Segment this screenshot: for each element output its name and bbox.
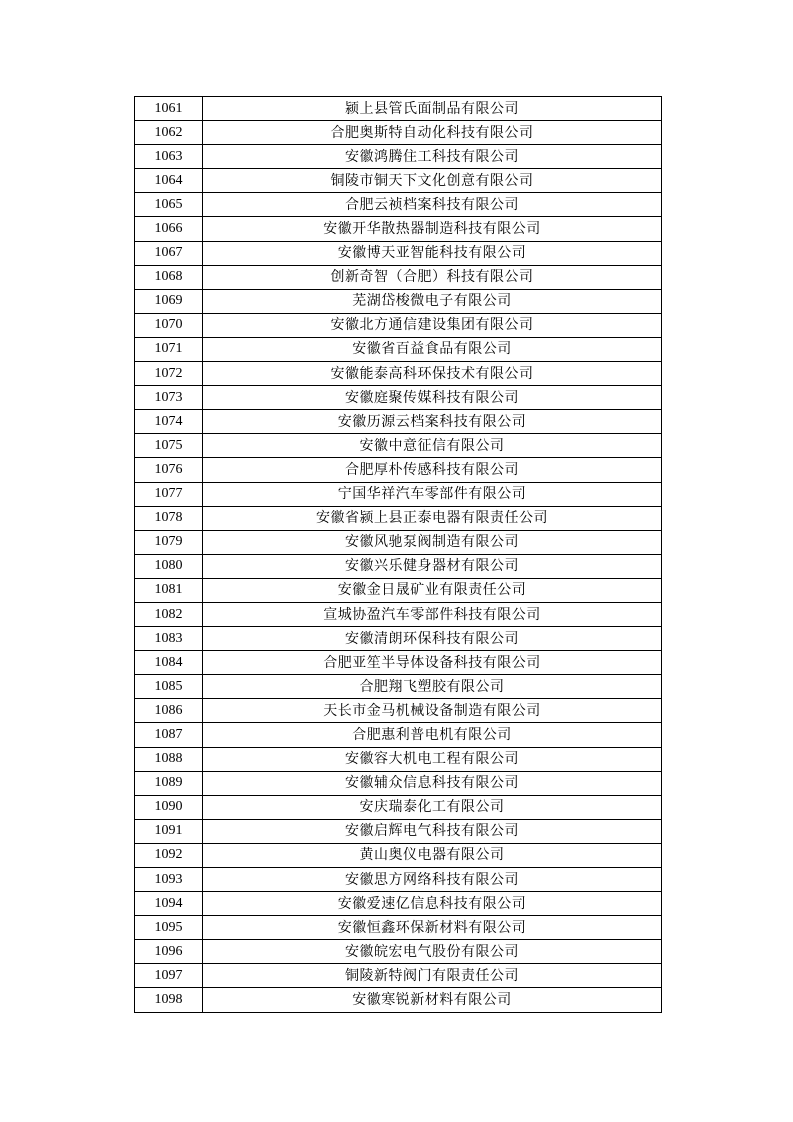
row-number: 1078 xyxy=(135,506,203,530)
row-number: 1098 xyxy=(135,988,203,1012)
company-name: 合肥厚朴传感科技有限公司 xyxy=(203,458,662,482)
table-row xyxy=(135,169,662,193)
company-name: 安徽启辉电气科技有限公司 xyxy=(203,819,662,843)
table-row xyxy=(135,458,662,482)
row-number: 1079 xyxy=(135,530,203,554)
table-row xyxy=(135,386,662,410)
table-row xyxy=(135,675,662,699)
company-name: 安徽省颍上县正泰电器有限责任公司 xyxy=(203,506,662,530)
table-row xyxy=(135,795,662,819)
row-number: 1082 xyxy=(135,602,203,626)
row-number: 1097 xyxy=(135,964,203,988)
table-row xyxy=(135,193,662,217)
table-row xyxy=(135,747,662,771)
company-name: 颍上县管氏面制品有限公司 xyxy=(203,97,662,121)
row-number: 1090 xyxy=(135,795,203,819)
table-row xyxy=(135,843,662,867)
company-list-table xyxy=(134,96,662,1013)
company-name: 安徽能泰高科环保技术有限公司 xyxy=(203,362,662,386)
row-number: 1092 xyxy=(135,843,203,867)
row-number: 1072 xyxy=(135,362,203,386)
company-name: 安徽北方通信建设集团有限公司 xyxy=(203,313,662,337)
company-name: 合肥云祯档案科技有限公司 xyxy=(203,193,662,217)
company-name: 创新奇智（合肥）科技有限公司 xyxy=(203,265,662,289)
row-number: 1081 xyxy=(135,578,203,602)
row-number: 1070 xyxy=(135,313,203,337)
row-number: 1088 xyxy=(135,747,203,771)
company-name: 安徽开华散热器制造科技有限公司 xyxy=(203,217,662,241)
company-name: 安徽皖宏电气股份有限公司 xyxy=(203,940,662,964)
row-number: 1077 xyxy=(135,482,203,506)
table-row xyxy=(135,651,662,675)
row-number: 1086 xyxy=(135,699,203,723)
company-name: 安庆瑞泰化工有限公司 xyxy=(203,795,662,819)
row-number: 1095 xyxy=(135,916,203,940)
table-row xyxy=(135,337,662,361)
table-row xyxy=(135,771,662,795)
row-number: 1084 xyxy=(135,651,203,675)
row-number: 1062 xyxy=(135,121,203,145)
company-name: 安徽容大机电工程有限公司 xyxy=(203,747,662,771)
company-name: 合肥翔飞塑胶有限公司 xyxy=(203,675,662,699)
table-row xyxy=(135,554,662,578)
company-name: 宁国华祥汽车零部件有限公司 xyxy=(203,482,662,506)
company-name: 合肥惠利普电机有限公司 xyxy=(203,723,662,747)
row-number: 1067 xyxy=(135,241,203,265)
table-row xyxy=(135,940,662,964)
company-name: 安徽庭聚传媒科技有限公司 xyxy=(203,386,662,410)
row-number: 1063 xyxy=(135,145,203,169)
row-number: 1069 xyxy=(135,289,203,313)
table-row xyxy=(135,506,662,530)
company-name: 安徽鸿腾住工科技有限公司 xyxy=(203,145,662,169)
table-row xyxy=(135,868,662,892)
row-number: 1093 xyxy=(135,868,203,892)
row-number: 1094 xyxy=(135,892,203,916)
table-row xyxy=(135,121,662,145)
company-name: 天长市金马机械设备制造有限公司 xyxy=(203,699,662,723)
company-name: 安徽兴乐健身器材有限公司 xyxy=(203,554,662,578)
table-row xyxy=(135,265,662,289)
company-name: 合肥亚笙半导体设备科技有限公司 xyxy=(203,651,662,675)
company-name: 黄山奥仪电器有限公司 xyxy=(203,843,662,867)
table-row xyxy=(135,964,662,988)
table-row xyxy=(135,217,662,241)
company-list-body xyxy=(135,97,662,1013)
row-number: 1085 xyxy=(135,675,203,699)
table-row xyxy=(135,362,662,386)
company-name: 铜陵新特阀门有限责任公司 xyxy=(203,964,662,988)
row-number: 1076 xyxy=(135,458,203,482)
row-number: 1065 xyxy=(135,193,203,217)
row-number: 1096 xyxy=(135,940,203,964)
company-name: 合肥奥斯特自动化科技有限公司 xyxy=(203,121,662,145)
row-number: 1073 xyxy=(135,386,203,410)
company-name: 安徽金日晟矿业有限责任公司 xyxy=(203,578,662,602)
row-number: 1087 xyxy=(135,723,203,747)
row-number: 1064 xyxy=(135,169,203,193)
row-number: 1089 xyxy=(135,771,203,795)
table-row xyxy=(135,988,662,1012)
company-name: 铜陵市铜天下文化创意有限公司 xyxy=(203,169,662,193)
table-row xyxy=(135,434,662,458)
table-row xyxy=(135,819,662,843)
company-name: 安徽辅众信息科技有限公司 xyxy=(203,771,662,795)
row-number: 1075 xyxy=(135,434,203,458)
table-row xyxy=(135,97,662,121)
table-row xyxy=(135,627,662,651)
row-number: 1071 xyxy=(135,337,203,361)
table-row xyxy=(135,602,662,626)
table-row xyxy=(135,699,662,723)
table-row xyxy=(135,530,662,554)
table-row xyxy=(135,916,662,940)
table-row xyxy=(135,145,662,169)
row-number: 1080 xyxy=(135,554,203,578)
table-row xyxy=(135,482,662,506)
company-name: 安徽历源云档案科技有限公司 xyxy=(203,410,662,434)
company-name: 安徽寒锐新材料有限公司 xyxy=(203,988,662,1012)
table-row xyxy=(135,410,662,434)
company-name: 安徽思方网络科技有限公司 xyxy=(203,868,662,892)
table-row xyxy=(135,241,662,265)
table-row xyxy=(135,578,662,602)
company-name: 安徽省百益食品有限公司 xyxy=(203,337,662,361)
company-name: 宣城协盈汽车零部件科技有限公司 xyxy=(203,602,662,626)
row-number: 1068 xyxy=(135,265,203,289)
company-name: 安徽博天亚智能科技有限公司 xyxy=(203,241,662,265)
table-row xyxy=(135,723,662,747)
company-name: 芜湖岱梭微电子有限公司 xyxy=(203,289,662,313)
row-number: 1074 xyxy=(135,410,203,434)
company-name: 安徽风驰泵阀制造有限公司 xyxy=(203,530,662,554)
company-name: 安徽中意征信有限公司 xyxy=(203,434,662,458)
company-name: 安徽清朗环保科技有限公司 xyxy=(203,627,662,651)
table-row xyxy=(135,313,662,337)
company-name: 安徽恒鑫环保新材料有限公司 xyxy=(203,916,662,940)
table-row xyxy=(135,289,662,313)
company-name: 安徽爱速亿信息科技有限公司 xyxy=(203,892,662,916)
row-number: 1083 xyxy=(135,627,203,651)
row-number: 1061 xyxy=(135,97,203,121)
row-number: 1091 xyxy=(135,819,203,843)
table-row xyxy=(135,892,662,916)
row-number: 1066 xyxy=(135,217,203,241)
